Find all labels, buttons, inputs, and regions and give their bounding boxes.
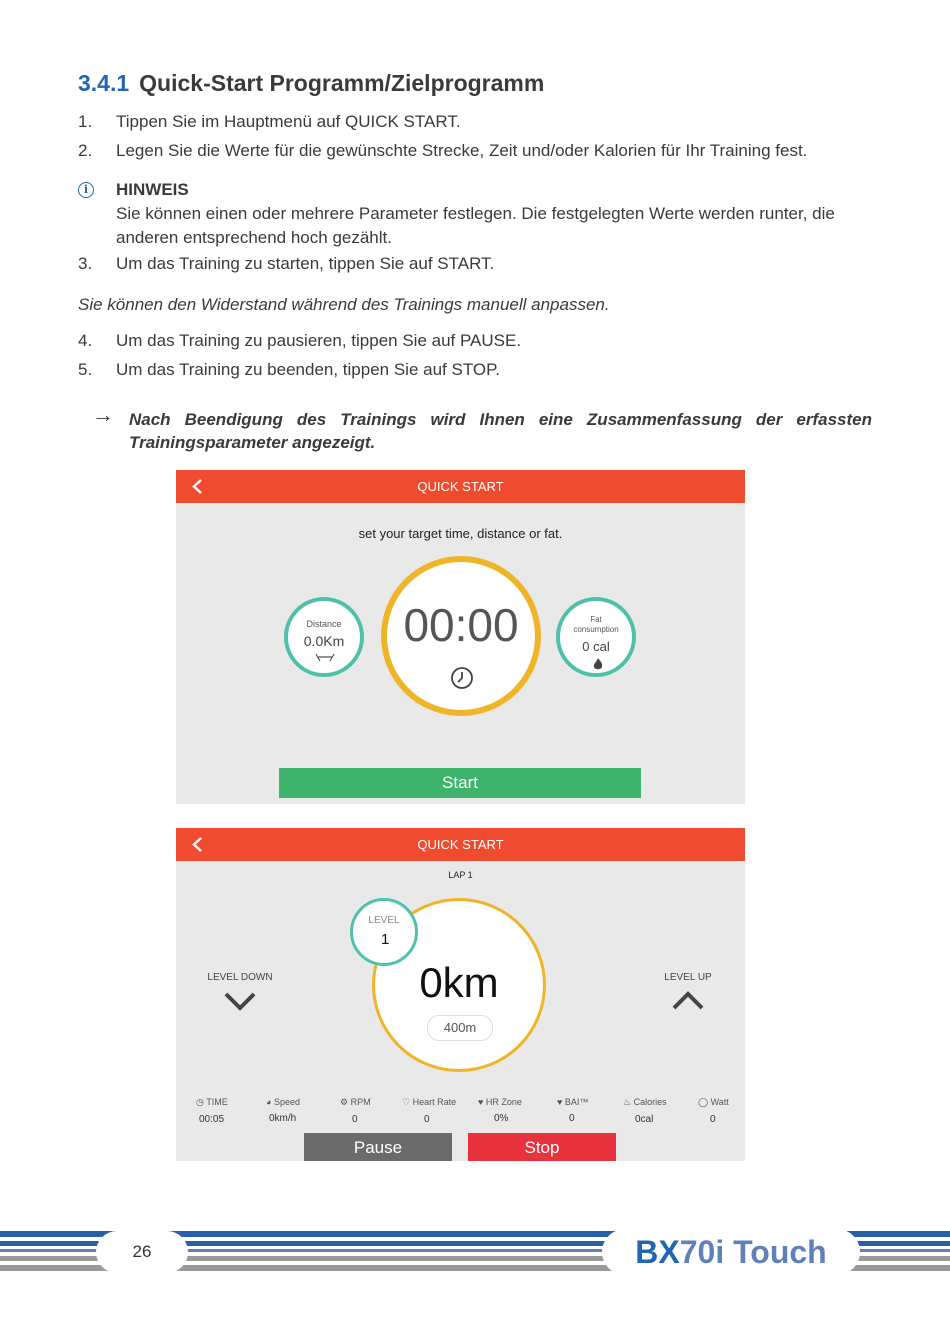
lightbulb-icon: ◯ <box>698 1097 709 1107</box>
metric-label: ◕ Speed <box>266 1097 300 1107</box>
screen-title: QUICK START <box>417 479 504 494</box>
result-text: Nach Beendigung des Trainings wird Ihnen eine Zusammenfassung der erfassten Trainingsparameter angezeigt. <box>129 410 872 452</box>
metric-value: 0% <box>494 1113 509 1124</box>
note-text: Sie können einen oder mehrere Parameter festlegen. Die festgelegten Werte werden runter, die anderen entsprechend hoch gezählt. <box>116 204 835 247</box>
distance-label: Distance <box>306 619 342 629</box>
metric-label: ♥ HR Zone <box>478 1097 522 1107</box>
info-icon: i <box>78 182 94 198</box>
metric-value: 0 <box>424 1114 430 1125</box>
step-number: 4. <box>78 331 93 350</box>
metric-heart-rate <box>402 1097 472 1125</box>
heart-icon: ♥ <box>557 1097 563 1107</box>
quick-start-screen <box>176 470 745 804</box>
brand-logo: BX70i Touch <box>602 1229 860 1275</box>
time-value: 00:00 <box>403 599 519 651</box>
fat-value: 0 cal <box>582 639 610 654</box>
distance-value: 0km <box>419 959 499 1006</box>
distance-value: 0.0Km <box>303 633 345 649</box>
level-up-button[interactable] <box>648 972 728 1016</box>
step-number: 3. <box>78 254 93 273</box>
step-text: Um das Training zu starten, tippen Sie auf START. <box>116 254 495 273</box>
speedometer-icon: ◕ <box>266 1097 272 1107</box>
start-button[interactable]: Start <box>279 768 641 798</box>
fat-label-2: consumption <box>573 625 619 634</box>
flame-icon <box>592 657 604 671</box>
metric-watt <box>698 1097 742 1125</box>
metric-hr-zone <box>478 1097 548 1124</box>
fat-target[interactable] <box>556 597 636 677</box>
road-icon <box>314 653 336 663</box>
section-title: Quick-Start Programm/Zielprogramm <box>139 70 545 96</box>
heart-pulse-icon: ♥ <box>478 1097 484 1107</box>
page-number: 26 <box>96 1231 188 1273</box>
level-label: LEVEL <box>368 915 400 926</box>
step-text: Tippen Sie im Hauptmenü auf QUICK START. <box>116 112 461 131</box>
metric-calories <box>623 1097 693 1125</box>
level-down-label: LEVEL DOWN <box>207 972 273 983</box>
clock-icon: ◷ <box>196 1097 204 1107</box>
metric-value: 0 <box>569 1113 575 1124</box>
step-number: 2. <box>78 141 93 160</box>
step-number: 1. <box>78 112 93 131</box>
clock-icon <box>450 666 474 690</box>
step-text: Um das Training zu beenden, tippen Sie auf STOP. <box>116 360 501 379</box>
heart-icon: ♡ <box>402 1097 411 1107</box>
metric-label: ♥ BAI™ <box>557 1097 589 1107</box>
metric-label: ♡ Heart Rate <box>402 1097 457 1107</box>
step-text: Um das Training zu pausieren, tippen Sie auf PAUSE. <box>116 331 522 350</box>
chevron-up-icon <box>671 991 705 1011</box>
flame-icon: ♨ <box>623 1097 632 1107</box>
metric-value: 00:05 <box>199 1114 225 1125</box>
step-number: 5. <box>78 360 93 379</box>
chevron-down-icon <box>223 991 257 1011</box>
time-target[interactable] <box>381 556 541 716</box>
sub-distance-badge: 400m <box>427 1015 493 1041</box>
note-title: HINWEIS <box>116 180 189 199</box>
step-text: Legen Sie die Werte für die gewünschte Strecke, Zeit und/oder Kalorien für Ihr Training fest. <box>116 141 808 160</box>
stop-button[interactable]: Stop <box>468 1133 616 1161</box>
metric-label: ◷ TIME <box>196 1097 228 1107</box>
screen-subtitle: set your target time, distance or fat. <box>358 526 563 541</box>
metric-speed <box>266 1097 336 1124</box>
metric-label: ♨ Calories <box>623 1097 667 1107</box>
app-header <box>176 828 745 861</box>
metric-bai <box>557 1097 627 1124</box>
level-indicator <box>350 898 418 966</box>
level-value: 1 <box>381 931 390 948</box>
metric-value: 0km/h <box>269 1113 297 1124</box>
metric-value: 0cal <box>635 1114 654 1125</box>
lap-label: LAP 1 <box>448 870 473 880</box>
metric-time <box>196 1097 266 1125</box>
italic-note: Sie können den Widerstand während des Trainings manuell anpassen. <box>78 295 610 314</box>
section-number: 3.4.1 <box>78 70 130 96</box>
fat-label: Fat <box>590 615 602 624</box>
pause-button[interactable]: Pause <box>304 1133 452 1161</box>
gear-icon: ⚙ <box>340 1097 349 1107</box>
level-up-label: LEVEL UP <box>664 972 712 983</box>
metric-label: ◯ Watt <box>698 1097 729 1107</box>
distance-target[interactable] <box>284 597 364 677</box>
level-down-button[interactable] <box>200 972 280 1016</box>
screen-title: QUICK START <box>417 837 504 852</box>
app-header <box>176 470 745 503</box>
metric-value: 0 <box>352 1114 358 1125</box>
arrow-right-icon: → <box>92 402 114 427</box>
metric-label: ⚙ RPM <box>340 1097 371 1107</box>
metric-rpm <box>340 1097 410 1125</box>
metric-value: 0 <box>710 1114 716 1125</box>
section-heading <box>78 70 544 97</box>
